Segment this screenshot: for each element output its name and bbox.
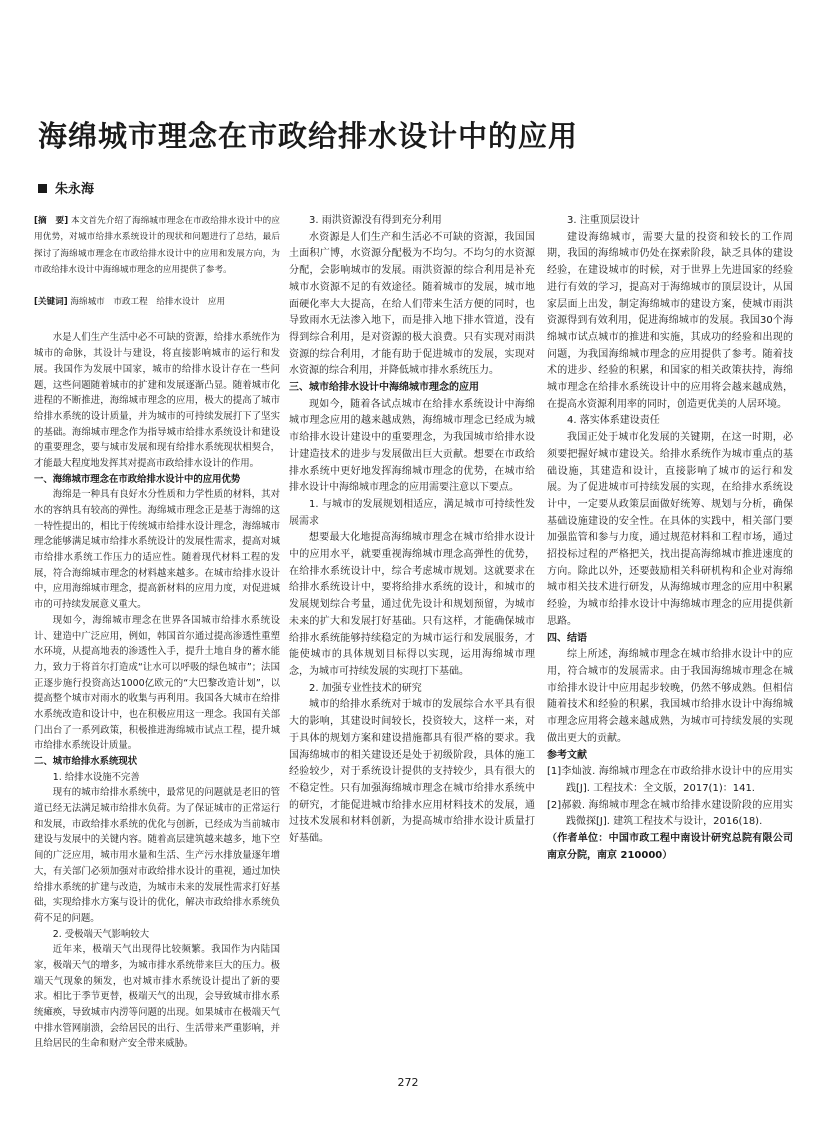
body-paragraph: 水是人们生产生活中必不可缺的资源，给排水系统作为城市的命脉，其设计与建设，将直接影响城市的运行和发展。我国作为发展中国家，城市的给排水设计存在一些问题，这些问题随着城市的扩建和发展逐渐凸显。随着城市化进程的不断推进，海绵城市理念的应用，极大的提高了城市给排水系统的设计质量，并为城市的可持续发展打下了坚实的基础。海绵城市理念作为指导城市给排水系统设计和建设的重要理念，要与城市发展和现有给排水系统现状相契合，才能最大程度地发挥其对提高市政给排水设计的作用。 [34,332,280,469]
subsection-heading: 4. 落实体系建设责任 [567,415,660,427]
abstract [34,213,280,278]
body-paragraph: 现如今，随着各试点城市在给排水系统设计中海绵城市理念应用的越来越成熟，海绵城市理念已经成为城市给排水设计建设中的重要理念，为我国城市给排水设计建造技术的进步与发展做出巨大贡献。想要在市政给排水系统中更好地发挥海绵城市理念的优势，在城市给排水设计中海绵城市理念的应用需要注意以下要点。 [289,398,535,494]
section-heading: 三、城市给排水设计中海绵城市理念的应用 [289,382,479,394]
body-paragraph: 城市的给排水系统对于城市的发展综合水平具有很大的影响，其建设时间较长，投资较大，这样一来，对于具体的规划方案和建设措施都具有很严格的要求。我国海绵城市的相关建设还是处于初级阶段，具体的施工经验较少，对于系统设计提供的支持较少，具有很大的不稳定性。只有加强海绵城市理念在城市给排水系统中的研究，才能促进城市给排水应用材料技术的发展，通过技术发展和材料创新，为提高城市给排水设计质量打好基础。 [289,699,535,845]
keywords [34,294,280,310]
subsection-heading: 1. 给排水设施不完善 [52,771,140,783]
article-title: 海绵城市理念在市政给排水设计中的应用 [38,119,579,153]
subsection-heading: 3. 雨洪资源没有得到充分利用 [309,215,442,226]
abstract-tag: [摘 要] [34,216,69,226]
references-heading: 参考文献 [547,749,587,761]
author-line [38,178,94,197]
keywords-text: 海绵城市 市政工程 给排水设计 应用 [70,297,226,308]
section-heading: 一、海绵城市理念在市政给排水设计中的应用优势 [34,473,241,485]
body-paragraph: 综上所述，海绵城市理念在城市给排水设计中的应用，符合城市的发展需求。由于我国海绵城市理念在城市给排水设计中应用起步较晚，仍然不够成熟。但相信随着技术和经验的积累，我国城市给排水设计中海绵城市理念应用将会越来越成熟，为城市可持续发展的实现做出更大的贡献。 [547,649,793,744]
body-paragraph: 建设海绵城市，需要大量的投资和较长的工作周期，我国的海绵城市仍处在探索阶段，缺乏具体的建设经验，在建设城市的时候，对于世界上先进国家的经验进行有效的学习，提高对于海绵城市的顶层设计，从国家层面上出发，制定海绵城市的建设方案，使城市雨洪资源得到有效利用，促进海绵城市的发展。我国30个海绵城市试点城市的推进和实施，其成功的经验和出现的问题，为我国海绵城市理念的应用提供了参考。随着技术的进步、经验的积累，和国家的相关政策扶持，海绵城市理念在给排水系统设计中的应用将会越来越成熟，在提高水资源利用率的同时，创造更优美的人居环境。 [547,231,793,410]
body-paragraph: 现有的城市给排水系统中，最常见的问题就是老旧的管道已经无法满足城市给排水负荷。为了保证城市的正常运行和发展，市政给排水系统的优化与创新，已经成为当前城市建设与发展中的关键内容。随着高层建筑越来越多，地下空间的广泛应用，城市用水量和生活、生产污水排放量逐年增大，有关部门必须加强对市政给排水设计的重视，通过加快给排水系统的扩建与改造，为城市未来的发展性需求打好基础，实现给排水方案与设计的优化，解决市政给排水系统负荷不足的问题。 [34,787,280,924]
subsection-heading: 3. 注重顶层设计 [567,215,640,226]
body-paragraph: 想要最大化地提高海绵城市理念在城市给排水设计中的应用水平，就要重视海绵城市理念高弹性的优势，在给排水系统设计中，综合考虑城市规划。这就要求在给排水系统设计中，要将给排水系统的设计，和城市的发展规划综合考量，通过优先设计和规划预留，为城市未来的扩大和发展打好基础。只有这样，才能确保城市给排水系统能够持续稳定的为城市运行和发展服务，才能使城市的具体规划目标得以实现，运用海绵城市理念，为城市可持续发展的实现打下基础。 [289,532,535,677]
section-heading: 四、结语 [547,632,587,644]
section-heading: 二、城市给排水系统现状 [34,756,138,768]
body-paragraph: 近年来，极端天气出现得比较频繁。我国作为内陆国家，极端天气的增多，为城市排水系统带来巨大的压力。极端天气现象的频发，也对城市排水系统设计提出了新的要求。相比于季节更替，极端天气的出现，会导致城市排水系统瘫痪，导致城市内涝等问题的出现。如果城市在极端天气中排水管网崩溃，会给居民的出行、生活带来严重影响，并且给居民的生命和财产安全带来威胁。 [34,944,280,1050]
keywords-tag: [关键词] [34,297,68,308]
body-paragraph: 我国正处于城市化发展的关键期，在这一时期，必须要把握好城市建设关。给排水系统作为城市重点的基础设施，其建造和设计，直接影响了城市的运行和发展。为了促进城市可持续发展的实现，在给排水系统设计中，一定要从政策层面做好统筹、规划与分析，确保基础设施建设的安全性。在具体的实践中，相关部门要加强监管和参与力度，通过规范材料和工程市场，通过招投标过程的严格把关，找出提高海绵城市推进速度的方向。除此以外，还要鼓励相关科研机构和企业对海绵城市相关技术进行研发，从海绵城市理念的应用中积累经验，为城市给排水设计中海绵城市理念的应用提供新思路。 [547,432,793,627]
body-paragraph: 海绵是一种具有良好水分性质和力学性质的材料，其对水的容纳具有较高的弹性。海绵城市理念正是基于海绵的这一特性提出的，相比于传统城市给排水设计理念，海绵城市理念能够满足城市给排水系统设计的发展性需求，提高对城市给排水系统工作压力的适应性。随着现代材料工程的发展，符合海绵城市理念的材料越来越多。在城市给排水设计中，应用海绵城市理念，提高新材料的应用力度，对促进城市的可持续发展意义重大。 [34,489,280,611]
body-paragraph: 现如今，海绵城市理念在世界各国城市给排水系统设计、建造中广泛应用，例如，韩国首尔通过提高渗透性重塑水环境，从提高地表的渗透性入手，提升土地自身的蓄水能力，致力于将首尔打造成“让水可以呼吸的绿色城市”；法国正逐步施行投资高达1000亿欧元的“大巴黎改造计划”，以提高整个城市对雨水的收集与再利用。我国各大城市在给排水系统改造和设计中，也在积极应用这一理念。我国有关部门出台了一系列政策，积极推进海绵城市试点工程，提升城市给排水系统设计质量。 [34,614,280,752]
reference-item: [1]李灿波. 海绵城市理念在市政给排水设计中的应用实践[J]. 工程技术：全文版，2017(1)：141. [547,766,793,794]
page-number: 272 [397,1076,419,1089]
author-name: 朱永海 [55,182,95,197]
column-3 [547,213,793,864]
column-2 [289,213,535,848]
subsection-heading: 1. 与城市的发展规划相适应，满足城市可持续性发展需求 [289,498,535,527]
body-paragraph: 水资源是人们生产和生活必不可缺的资源，我国国土面积广博，水资源分配极为不均匀。不均匀的水资源分配，会影响城市的发展。雨洪资源的综合利用是补充城市水资源不足的有效途径。随着城市的发展，城市地面硬化率大大提高，在给人们带来生活方便的同时，也导致雨水无法渗入地下，而是排入地下排水管道，没有得到综合利用，是对资源的极大浪费。只有实现对雨洪资源的综合利用，才能有助于促进城市的发展，实现对水资源的综合利用，并降低城市排水系统压力。 [289,231,535,377]
subsection-heading: 2. 受极端天气影响较大 [52,928,150,940]
author-affiliation: （作者单位：中国市政工程中南设计研究总院有限公司南京分院，南京 210000） [547,833,793,861]
square-bullet-icon [38,184,47,193]
column-1 [34,213,280,1052]
subsection-heading: 2. 加强专业性技术的研究 [309,682,422,694]
abstract-text: 本文首先介绍了海绵城市理念在市政给排水设计中的应用优势，对城市给排水系统设计的现状和问题进行了总结，最后探讨了海绵城市理念在市政给排水设计中的应用和发展方向，为市政给排水设计中海绵城市理念的应用提供了参考。 [34,216,280,275]
reference-item: [2]郝毅. 海绵城市理念在城市给排水建设阶段的应用实践微探[J]. 建筑工程技术与设计，2016(18). [547,799,793,828]
